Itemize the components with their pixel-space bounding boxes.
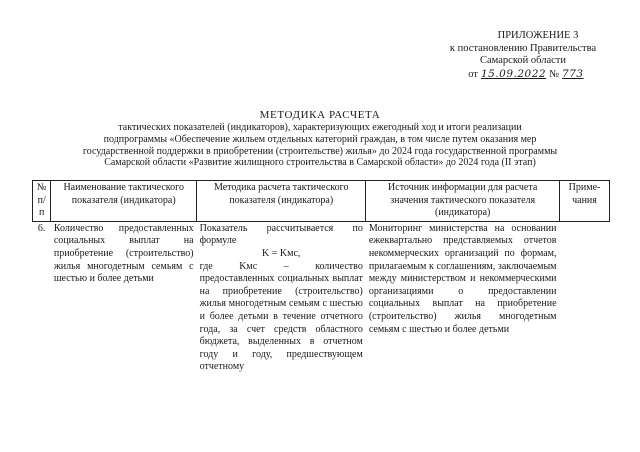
appendix-line-2: Самарской области <box>480 55 566 66</box>
appendix-heading: ПРИЛОЖЕНИЕ 3 <box>497 30 579 41</box>
appendix-line-1: к постановлению Правительства <box>449 42 597 54</box>
number-label: № <box>549 68 560 80</box>
subtitle-line: государственной поддержки в приобретении (строительстве) жилья» до 2024 года государственной программы <box>82 145 558 157</box>
row-source: Мониторинг министерства на основании ежеквартально представляемых отчетов некоммерческих организаций по формам, прилагаемым к соглашениям, заключаемым между министерством и некоммерческими организациями о предоставлении социальных выплат на приобретение (строительство) жилья многодетным семьям с шестью и более детьми <box>368 222 557 335</box>
row-method <box>197 221 366 375</box>
handwritten-number: 773 <box>562 67 584 80</box>
handwritten-date: 15.09.2022 <box>480 67 547 80</box>
appendix-block <box>418 30 628 81</box>
method-where: где Kмс – количество предоставленных социальных выплат на приобретение (строительство) жилья многодетным семьям с шестью и более детьми в течение отчетного года, за счет средств областного бюджета, выделенных в отчетном году и году, предшествующем отчетному <box>199 260 363 373</box>
row-name: Количество предоставленных социальных выплат на приобретение (строительство) жилья многодетным семьям с шестью и более детьми <box>53 222 194 285</box>
appendix-date-line <box>418 68 628 82</box>
header-name: Наименование тактического показателя (индикатора) <box>51 181 197 222</box>
method-intro: Показатель рассчитывается по формуле <box>199 222 363 247</box>
indicator-table <box>32 180 610 375</box>
subtitle-line: Самарской области «Развитие жилищного строительства в Самарской области» до 2024 года (II этап) <box>104 157 536 169</box>
from-label: от <box>468 68 478 80</box>
row-num: 6. <box>37 222 46 234</box>
table-row <box>33 221 610 375</box>
table-header-row <box>33 181 610 222</box>
header-method: Методика расчета тактического показателя (индикатора) <box>197 181 366 222</box>
header-source: Источник информации для расчета значения тактического показателя (индикатора) <box>366 181 560 222</box>
row-note <box>560 221 610 375</box>
document-subtitle <box>40 122 600 169</box>
method-formula: K = Kмс, <box>262 247 301 259</box>
subtitle-line: подпрограммы «Обеспечение жильем отдельных категорий граждан, в том числе путем оказания мер <box>103 133 537 145</box>
header-num: № п/п <box>33 181 51 222</box>
subtitle-line: тактических показателей (индикаторов), характеризующих ежегодный ход и итоги реализации <box>118 122 522 133</box>
document-title: МЕТОДИКА РАСЧЕТА <box>259 109 381 121</box>
header-note: Приме- чания <box>560 181 610 222</box>
